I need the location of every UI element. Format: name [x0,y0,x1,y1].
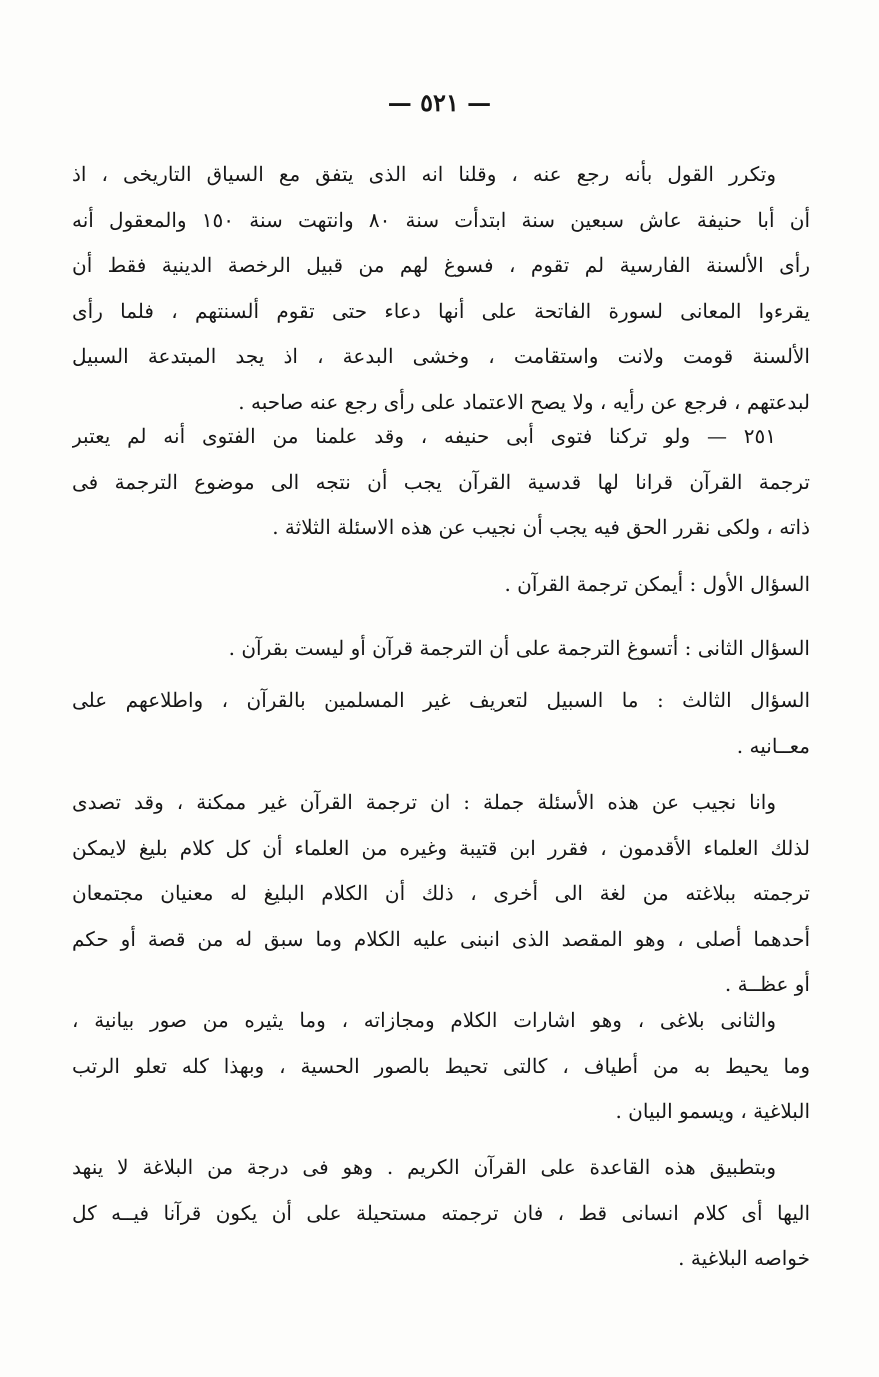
text-line: وبتطبيق هذه القاعدة على القرآن الكريم . وهو فى درجة من البلاغة لا ينهد [72,1155,776,1179]
paragraph-1 [72,152,810,425]
question-1 [72,562,810,608]
question-2-text: السؤال الثانى : أتسوغ الترجمة على أن الترجمة قرآن أو ليست بقرآن . [228,636,810,660]
text-line: والثانى بلاغى ، وهو اشارات الكلام ومجازاته ، وما يثيره من صور بيانية ، [72,1008,776,1032]
page-number: — ٥٢١ — [387,88,492,117]
text-line: رأى الألسنة الفارسية لم تقوم ، فسوغ لهم من قبيل الرخصة الدينية فقط أن [72,253,810,277]
text-line: أحدهما أصلى ، وهو المقصد الذى انبنى عليه الكلام وما سبق له من قصة أو حكم [72,926,810,951]
text-line: أو عظــة . [724,972,810,996]
text-line: السؤال الثالث : ما السبيل لتعريف غير المسلمين بالقرآن ، واطلاعهم على [72,688,810,712]
text-line: معــانيه . [736,733,810,758]
text-line: وانا نجيب عن هذه الأسئلة جملة : ان ترجمة القرآن غير ممكنة ، وقد تصدى [72,790,776,814]
paragraph-answer [72,780,810,1008]
text-line: البلاغية ، ويسمو البيان . [615,1099,810,1123]
text-line: أن أبا حنيفة عاش سبعين سنة ابتدأت سنة ٨٠ وانتهت سنة ١٥٠ والمعقول أنه [72,207,810,232]
text-line: اليها أى كلام انسانى قط ، فان ترجمته مستحيلة على أن يكون قرآنا فيــه كل [72,1200,810,1225]
text-line: ترجمة القرآن قرانا لها قدسية القرآن يجب أن نتجه الى موضوع الترجمة فى [72,469,810,494]
question-2 [72,626,810,672]
text-line: خواصه البلاغية . [678,1246,810,1270]
text-line: ترجمته ببلاغته من لغة الى أخرى ، ذلك أن الكلام البليغ له معنيان مجتمعان [72,881,810,905]
paragraph-conclusion [72,1145,810,1282]
text-line: لذلك العلماء الأقدمون ، فقرر ابن قتيبة وغيره من العلماء أن كل كلام بليغ لايمكن [72,835,810,860]
text-line: لبدعتهم ، فرجع عن رأيه ، ولا يصح الاعتماد على رأى رجع عنه صاحبه . [238,389,810,414]
text-line: وما يحيط به من أطياف ، كالتى تحيط بالصور الحسية ، وبهذا كله تعلو الرتب [72,1053,810,1078]
question-3 [72,678,810,769]
text-line: وتكرر القول بأنه رجع عنه ، وقلنا انه الذى يتفق مع السياق التاريخى ، اذ [72,162,776,186]
text-line: يقرءوا المعانى لسورة الفاتحة على أنها دعاء حتى تقوم ألسنتهم ، فلما رأى [72,298,810,323]
text-line: ٢٥١ — ولو تركنا فتوى أبى حنيفه ، وقد علمنا من الفتوى أنه لم يعتبر [72,424,777,448]
text-line: الألسنة قومت ولانت واستقامت ، وخشى البدعة ، اذ يجد المبتدعة السبيل [72,344,810,368]
paragraph-rhetorical [72,998,810,1135]
text-line: ذاته ، ولكى نقرر الحق فيه يجب أن نجيب عن هذه الاسئلة الثلاثة . [272,515,810,539]
question-1-text: السؤال الأول : أيمكن ترجمة القرآن . [504,572,810,596]
paragraph-251 [72,414,810,551]
